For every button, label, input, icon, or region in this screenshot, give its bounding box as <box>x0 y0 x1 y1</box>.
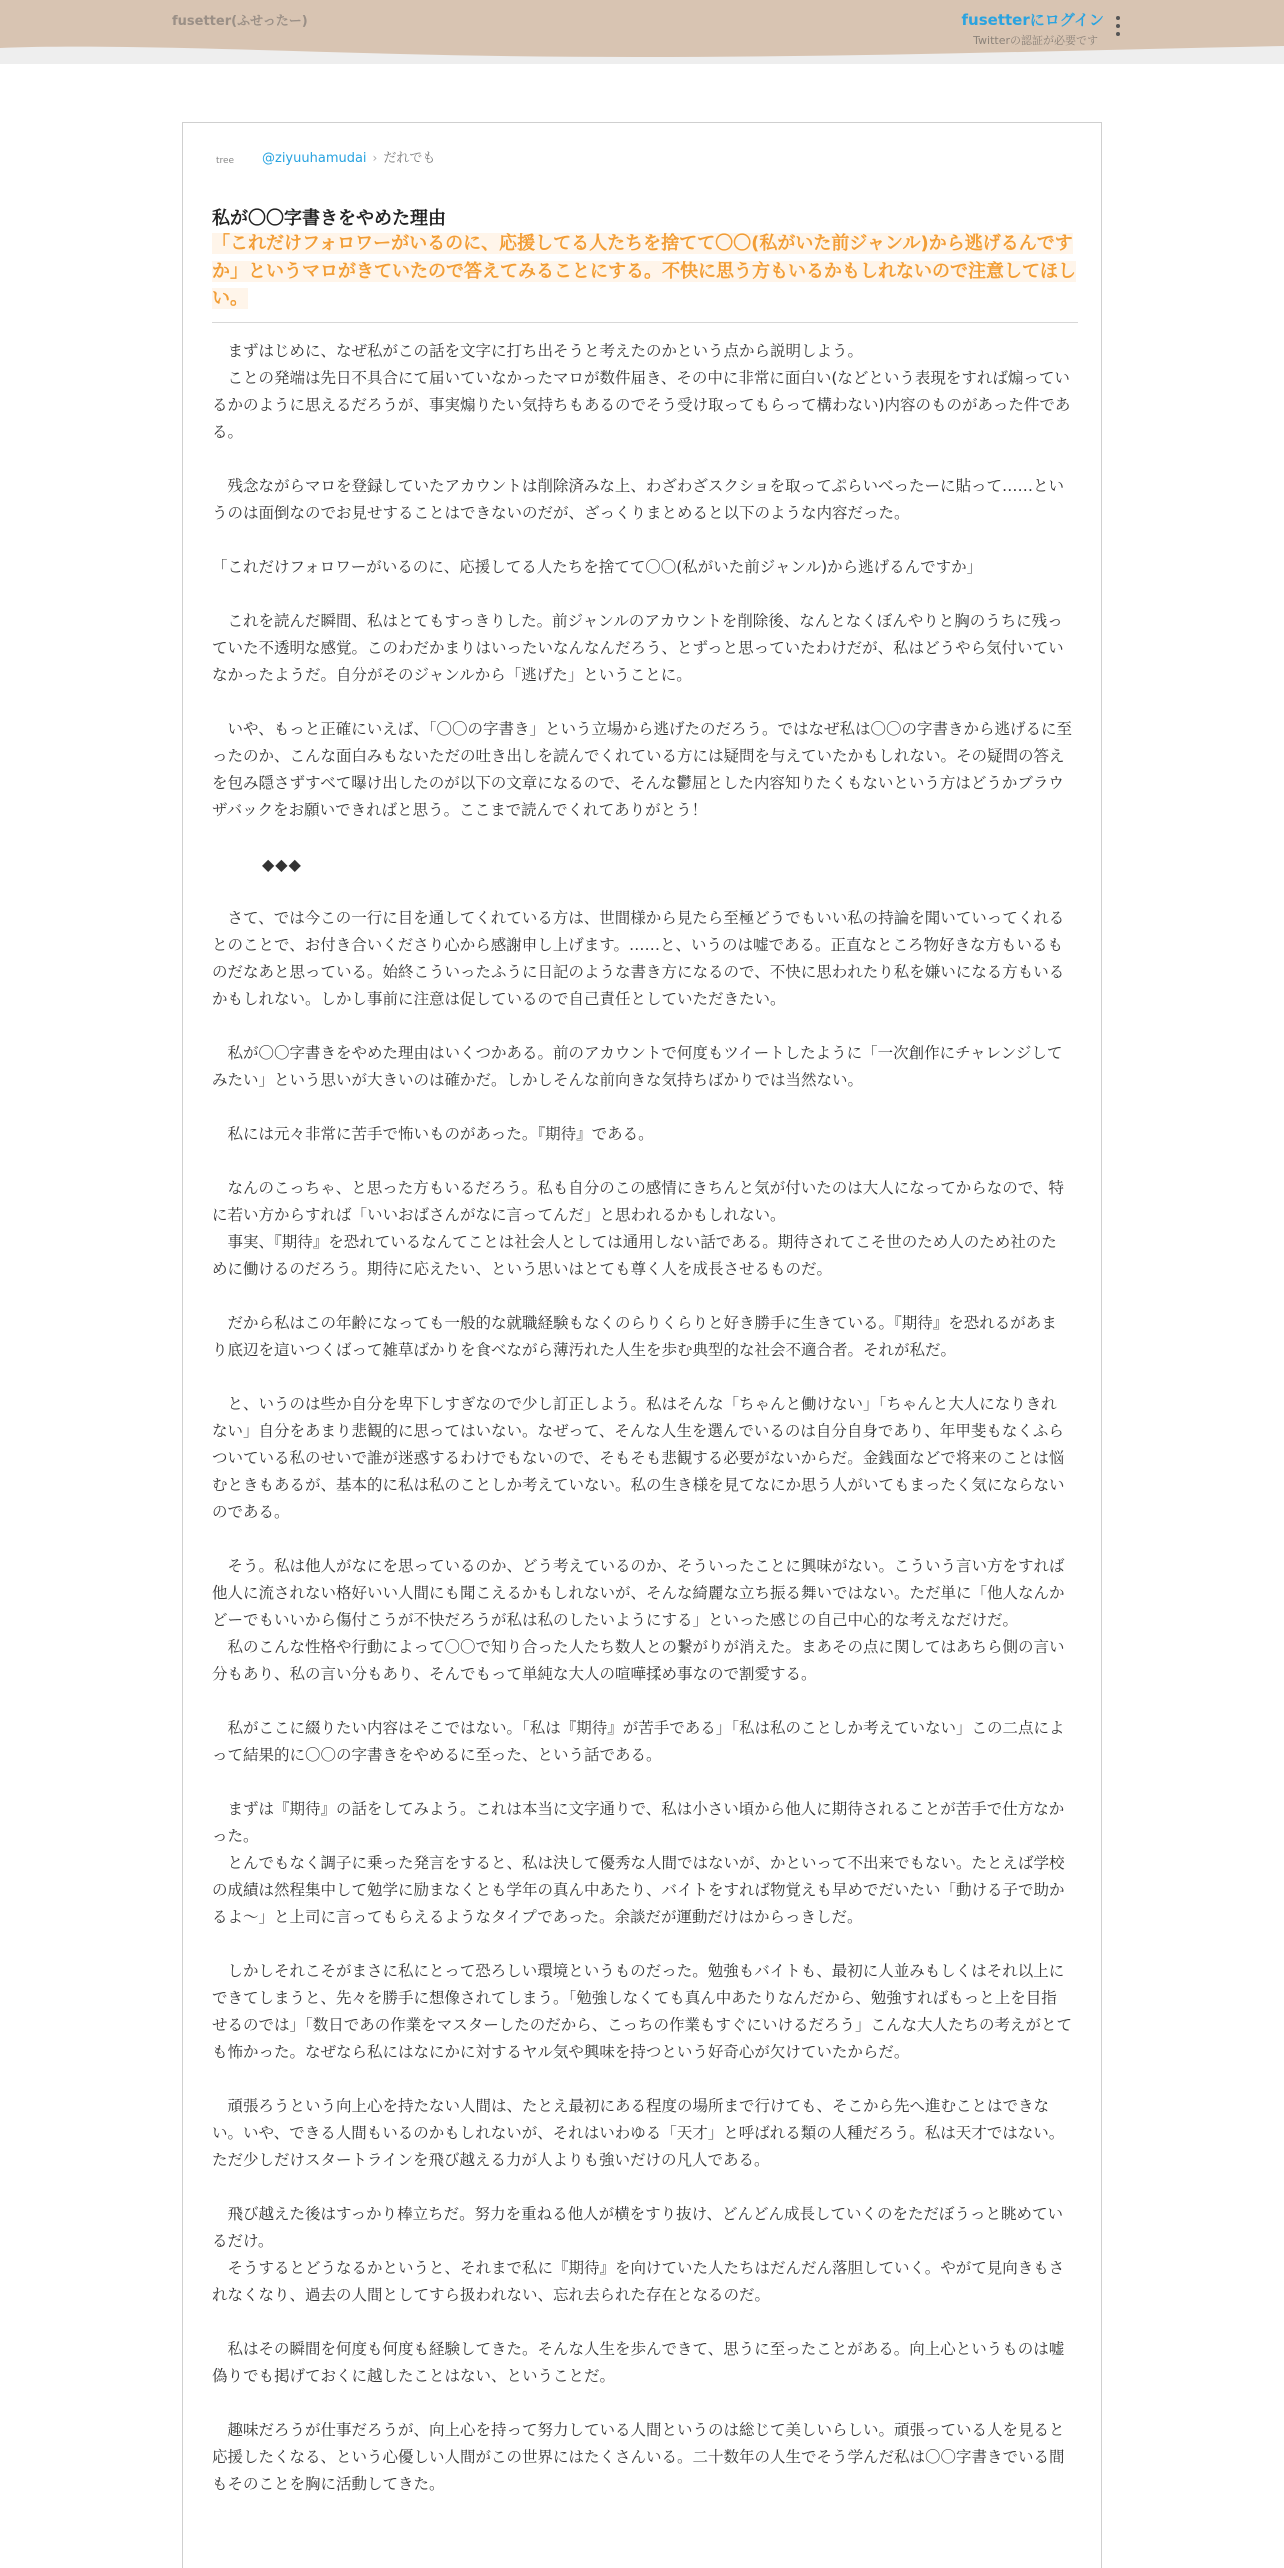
body-paragraph: だから私はこの年齢になっても一般的な就職経験もなくのらりくらりと好き勝手に生きている。『期待』を恐れるがあまり底辺を這いつくばって雑草ばかりを食べながら薄汚れた人生を歩む典型的な社会不適合者。それが私だ。 <box>212 1314 1057 1359</box>
paragraph-gap <box>212 1769 1072 1796</box>
post-title: 私が〇〇字書きをやめた理由 <box>212 208 446 229</box>
body-paragraph: 趣味だろうが仕事だろうが、向上心を持って努力している人間というのは総じて美しいらしい。頑張っている人を見ると応援したくなる、という心優しい人間がこの世界にはたくさんいる。二十数年の人生でそう学んだ私は〇〇字書きでいる間もそのことを胸に活動してきた。 <box>212 2421 1065 2493</box>
body-paragraph: いや、もっと正確にいえば、「〇〇の字書き」という立場から逃げたのだろう。ではなぜ私は〇〇の字書きから逃げるに至ったのか、こんな面白みもないただの吐き出しを読んでくれている方には疑問を与えていたかもしれない。その疑問の答えを包み隠さずすべて曝け出したのが以下の文章になるので、そんな鬱屈とした内容知りたくもないという方はどうかブラウザバックをお願いできればと思う。ここまで読んでくれてありがとう！ <box>212 720 1072 819</box>
body-paragraph: 飛び越えた後はすっかり棒立ちだ。努力を重ねる他人が横をすり抜け、どんどん成長していくのをただぼうっと眺めているだけ。 <box>212 2205 1063 2250</box>
body-paragraph: さて、では今この一行に目を通してくれている方は、世間様から見たら至極どうでもいい私の持論を聞いていってくれるとのことで、お付き合いくださり心から感謝申し上げます。……と、いうのは嘘である。正直なところ物好きな方もいるものだなあと思っている。始終こういったふうに日記のような書き方になるので、不快に思われたり私を嫌いになる方もいるかもしれない。しかし事前に注意は促しているので自己責任としていただきたい。 <box>212 909 1065 1008</box>
paragraph-gap <box>212 878 1072 905</box>
paragraph-gap <box>212 2066 1072 2093</box>
title-divider <box>212 322 1078 323</box>
post-body <box>212 338 1072 2498</box>
paragraph-gap <box>212 2309 1072 2336</box>
body-paragraph: 「これだけフォロワーがいるのに、応援してる人たちを捨てて〇〇(私がいた前ジャンル)から逃げるんですか」 <box>212 558 983 576</box>
paragraph-gap <box>212 1148 1072 1175</box>
body-paragraph: 私が〇〇字書きをやめた理由はいくつかある。前のアカウントで何度もツイートしたように「一次創作にチャレンジしてみたい」という思いが大きいのは確かだ。しかしそんな前向きな気持ちばかりでは当然ない。 <box>212 1044 1063 1089</box>
body-paragraph: 私がここに綴りたい内容はそこではない。「私は『期待』が苦手である」「私は私のことしか考えていない」この二点によって結果的に〇〇の字書きをやめるに至った、という話である。 <box>212 1719 1065 1764</box>
body-paragraph: まずは『期待』の話をしてみよう。これは本当に文字通りで、私は小さい頃から他人に期待されることが苦手で仕方なかった。 <box>212 1800 1065 1845</box>
content-warning-text: 「これだけフォロワーがいるのに、応援してる人たちを捨てて〇〇(私がいた前ジャンル)から逃げるんですか」というマロがきていたので答えてみることにする。不快に思う方もいるかもしれないので注意してほしい。 <box>212 233 1076 309</box>
paragraph-gap <box>212 527 1072 554</box>
paragraph-gap <box>212 2174 1072 2201</box>
user-avatar[interactable]: tree <box>215 156 235 166</box>
paragraph-gap <box>212 1931 1072 1958</box>
kebab-dot <box>1116 24 1120 28</box>
login-subtext: Twitterの認証が必要です <box>973 34 1098 47</box>
body-paragraph: 頑張ろうという向上心を持たない人間は、たとえ最初にある程度の場所まで行けても、そこから先へ進むことはできない。いや、できる人間もいるのかもしれないが、それはいわゆる「天才」と呼ばれる類の人種だろう。私は天才ではない。ただ少しだけスタートラインを飛び越える力が人よりも強いだけの凡人である。 <box>212 2097 1065 2169</box>
body-paragraph: 私のこんな性格や行動によって〇〇で知り合った人たち数人との繋がりが消えた。まあその点に関してはあちら側の言い分もあり、私の言い分もあり、そんでもって単純な大人の喧嘩揉め事なので割愛する。 <box>212 1638 1065 1683</box>
kebab-menu-icon[interactable] <box>1113 16 1123 36</box>
paragraph-gap <box>212 446 1072 473</box>
body-paragraph: 残念ながらマロを登録していたアカウントは削除済みな上、わざわざスクショを取ってぷらいべったーに貼って……というのは面倒なのでお見せすることはできないのだが、ざっくりまとめると以下のような内容だった。 <box>212 477 1065 522</box>
post-meta <box>262 147 435 166</box>
section-divider: ◆◆◆ <box>262 855 302 874</box>
body-paragraph: 私はその瞬間を何度も何度も経験してきた。そんな人生を歩んできて、思うに至ったことがある。向上心というものは嘘偽りでも掲げておくに越したことはない、ということだ。 <box>212 2340 1065 2385</box>
paragraph-gap <box>212 1283 1072 1310</box>
user-handle-link[interactable]: @ziyuuhamudai <box>262 151 367 166</box>
site-name-link[interactable]: fusetter(ふせったー) <box>172 14 308 29</box>
body-paragraph: 事実、『期待』を恐れているなんてことは社会人としては通用しない話である。期待されてこそ世のため人のため社のために働けるのだろう。期待に応えたい、という思いはとても尊く人を成長させるものだ。 <box>212 1233 1057 1278</box>
login-link[interactable]: fusetterにログイン <box>961 11 1104 29</box>
paragraph-gap <box>212 824 1072 851</box>
body-paragraph: まずはじめに、なぜ私がこの話を文字に打ち出そうと考えたのかという点から説明しよう。 <box>212 342 864 360</box>
body-paragraph: そう。私は他人がなにを思っているのか、どう考えているのか、そういったことに興味がない。こういう言い方をすれば他人に流されない格好いい人間にも聞こえるかもしれないが、そんな綺麗な立ち振る舞いではない。ただ単に「他人なんかどーでもいいから傷付こうが不快だろうが私は私のしたいようにする」といった感じの自己中心的な考えなだけだ。 <box>212 1557 1065 1629</box>
paragraph-gap <box>212 689 1072 716</box>
paragraph-gap <box>212 1013 1072 1040</box>
paragraph-gap <box>212 2390 1072 2417</box>
visibility-label: だれでも <box>383 151 436 166</box>
body-paragraph: これを読んだ瞬間、私はとてもすっきりした。前ジャンルのアカウントを削除後、なんとなくぼんやりと胸のうちに残っていた不透明な感覚。このわだかまりはいったいなんなんだろう、とずっと思っていたわけだが、私はどうやら気付いていなかったようだ。自分がそのジャンルから「逃げた」ということに。 <box>212 612 1064 684</box>
content-warning <box>212 230 1082 313</box>
body-paragraph: 私には元々非常に苦手で怖いものがあった。『期待』である。 <box>212 1125 654 1143</box>
site-header <box>0 0 1284 64</box>
kebab-dot <box>1116 32 1120 36</box>
body-paragraph: なんのこっちゃ、と思った方もいるだろう。私も自分のこの感情にきちんと気が付いたのは大人になってからなので、特に若い方からすれば「いいおばさんがなに言ってんだ」と思われるかもしれない。 <box>212 1179 1064 1224</box>
kebab-dot <box>1116 16 1120 20</box>
breadcrumb-separator: › <box>372 151 378 165</box>
body-paragraph: とんでもなく調子に乗った発言をすると、私は決して優秀な人間ではないが、かといって不出来でもない。たとえば学校の成績は然程集中して勉学に励まなくとも学年の真ん中あたり、バイトをすれば物覚えも早めでだいたい「動ける子で助かるよ〜」と上司に言ってもらえるようなタイプであった。余談だが運動だけはからっきしだ。 <box>212 1854 1065 1926</box>
paragraph-gap <box>212 1094 1072 1121</box>
paragraph-gap <box>212 1688 1072 1715</box>
paragraph-gap <box>212 581 1072 608</box>
body-paragraph: しかしそれこそがまさに私にとって恐ろしい環境というものだった。勉強もバイトも、最初に人並みもしくはそれ以上にできてしまうと、先々を勝手に想像されてしまう。「勉強しなくても真ん中あたりなんだから、勉強すればもっと上を目指せるのでは」「数日であの作業をマスターしたのだから、こっちの作業もすぐにいけるだろう」こんな大人たちの考えがとても怖かった。なぜなら私にはなにかに対するヤル気や興味を持つという好奇心が欠けていたからだ。 <box>212 1962 1072 2061</box>
body-paragraph: と、いうのは些か自分を卑下しすぎなので少し訂正しよう。私はそんな「ちゃんと働けない」「ちゃんと大人になりきれない」自分をあまり悲観的に思ってはいない。なぜって、そんな人生を選んでいるのは自分自身であり、年甲斐もなくふらついている私のせいで誰が迷惑するわけでもないので、そもそも悲観する必要がないからだ。金銭面などで将来のことは悩むときもあるが、基本的に私は私のことしか考えていない。私の生き様を見てなにか思う人がいてもまったく気にならないのである。 <box>212 1395 1065 1521</box>
paragraph-gap <box>212 1364 1072 1391</box>
body-paragraph: そうするとどうなるかというと、それまで私に『期待』を向けていた人たちはだんだん落胆していく。やがて見向きもされなくなり、過去の人間としてすら扱われない、忘れ去られた存在となるのだ。 <box>212 2259 1065 2304</box>
paragraph-gap <box>212 1526 1072 1553</box>
body-paragraph: ことの発端は先日不具合にて届いていなかったマロが数件届き、その中に非常に面白い(などという表現をすれば煽っているかのように思えるだろうが、事実煽りたい気持ちもあるのでそう受け取ってもらって構わない)内容のものがあった件である。 <box>212 369 1071 441</box>
